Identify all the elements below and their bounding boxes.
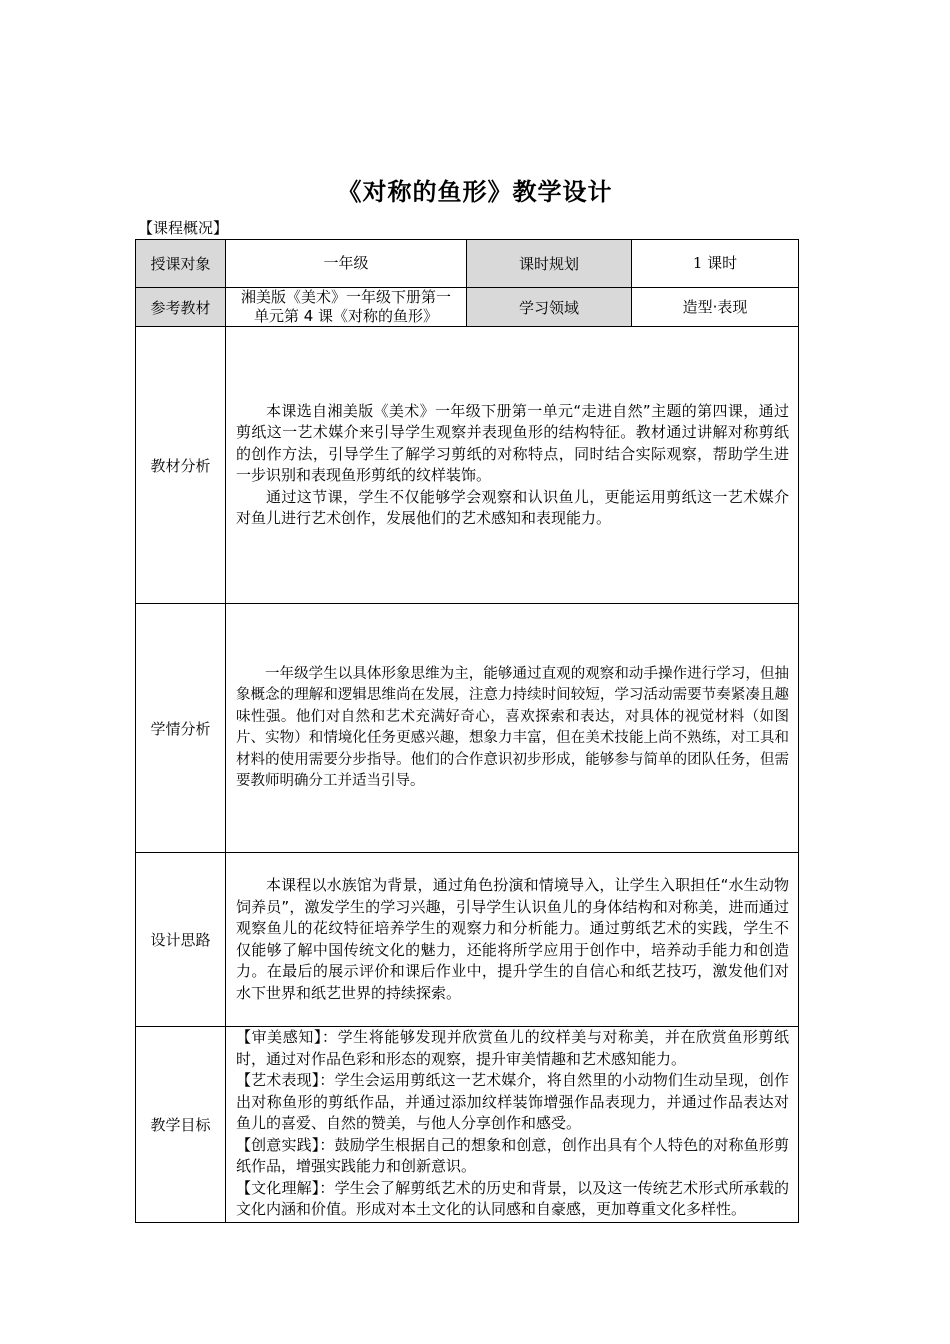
design-idea-content	[226, 853, 799, 1027]
lesson-design-table	[135, 239, 799, 1223]
student-analysis-content	[226, 604, 799, 853]
audience-value: 一年级	[226, 240, 467, 288]
field-value: 造型·表现	[632, 288, 799, 327]
table-row	[136, 1027, 799, 1223]
goal-cultural-understanding: 【文化理解】：学生会了解剪纸艺术的历史和背景，以及这一传统艺术形式所承载的文化内涵和价值。形成对本土文化的认同感和自豪感，更加尊重文化多样性。	[236, 1178, 789, 1218]
hours-label: 课时规划	[467, 240, 632, 288]
design-idea-label: 设计思路	[136, 853, 226, 1027]
table-row	[136, 604, 799, 853]
material-analysis-paragraph: 通过这节课，学生不仅能够学会观察和认识鱼儿，更能运用剪纸这一艺术媒介对鱼儿进行艺术创作，发展他们的艺术感知和表现能力。	[236, 487, 789, 527]
table-row	[136, 240, 799, 288]
student-analysis-label: 学情分析	[136, 604, 226, 853]
table-row	[136, 853, 799, 1027]
table-row	[136, 327, 799, 604]
textbook-value: 湘美版《美术》一年级下册第一单元第 4 课《对称的鱼形》	[226, 288, 467, 327]
goal-aesthetic: 【审美感知】：学生将能够发现并欣赏鱼儿的纹样美与对称美，并在欣赏鱼形剪纸时，通过对作品色彩和形态的观察，提升审美情趣和艺术感知能力。	[236, 1028, 789, 1068]
section-label: 【课程概况】	[138, 219, 229, 237]
student-analysis-paragraph: 一年级学生以具体形象思维为主，能够通过直观的观察和动手操作进行学习，但抽象概念的理解和逻辑思维尚在发展，注意力持续时间较短，学习活动需要节奏紧凑且趣味性强。他们对自然和艺术充满好奇心，喜欢探索和表达，对具体的视觉材料（如图片、实物）和情境化任务更感兴趣，想象力丰富，但在美术技能上尚不熟练，对工具和材料的使用需要分步指导。他们的合作意识初步形成，能够参与简单的团队任务，但需要教师明确分工并适当引导。	[236, 665, 789, 789]
goal-artistic-expression: 【艺术表现】：学生会运用剪纸这一艺术媒介，将自然里的小动物们生动呈现，创作出对称鱼形的剪纸作品，并通过添加纹样装饰增强作品表现力，并通过作品表达对鱼儿的喜爱、自然的赞美，与他人分享创作和感受。	[236, 1071, 789, 1132]
textbook-label: 参考教材	[136, 288, 226, 327]
audience-label: 授课对象	[136, 240, 226, 288]
material-analysis-content	[226, 327, 799, 604]
design-idea-paragraph: 本课程以水族馆为背景，通过角色扮演和情境导入，让学生入职担任“水生动物饲养员”，激发学生的学习兴趣，引导学生认识鱼儿的身体结构和对称美，进而通过观察鱼儿的花纹特征培养学生的观察力和分析能力。通过剪纸艺术的实践，学生不仅能够了解中国传统文化的魅力，还能将所学应用于创作中，培养动手能力和创造力。在最后的展示评价和课后作业中，提升学生的自信心和纸艺技巧，激发他们对水下世界和纸艺世界的持续探索。	[236, 876, 789, 1002]
field-label: 学习领域	[467, 288, 632, 327]
goal-creative-practice: 【创意实践】：鼓励学生根据自己的想象和创意，创作出具有个人特色的对称鱼形剪纸作品，增强实践能力和创新意识。	[236, 1135, 789, 1175]
document-title: 《对称的鱼形》教学设计	[337, 178, 613, 206]
material-analysis-label: 教材分析	[136, 327, 226, 604]
hours-value: 1 课时	[632, 240, 799, 288]
teaching-goals-label: 教学目标	[136, 1027, 226, 1223]
table-row	[136, 288, 799, 327]
material-analysis-paragraph: 本课选自湘美版《美术》一年级下册第一单元“走进自然”主题的第四课，通过剪纸这一艺术媒介来引导学生观察并表现鱼形的结构特征。教材通过讲解对称剪纸的创作方法，引导学生了解学习剪纸的对称特点，同时结合实际观察，帮助学生进一步识别和表现鱼形剪纸的纹样装饰。	[236, 401, 789, 484]
teaching-goals-content	[226, 1027, 799, 1223]
